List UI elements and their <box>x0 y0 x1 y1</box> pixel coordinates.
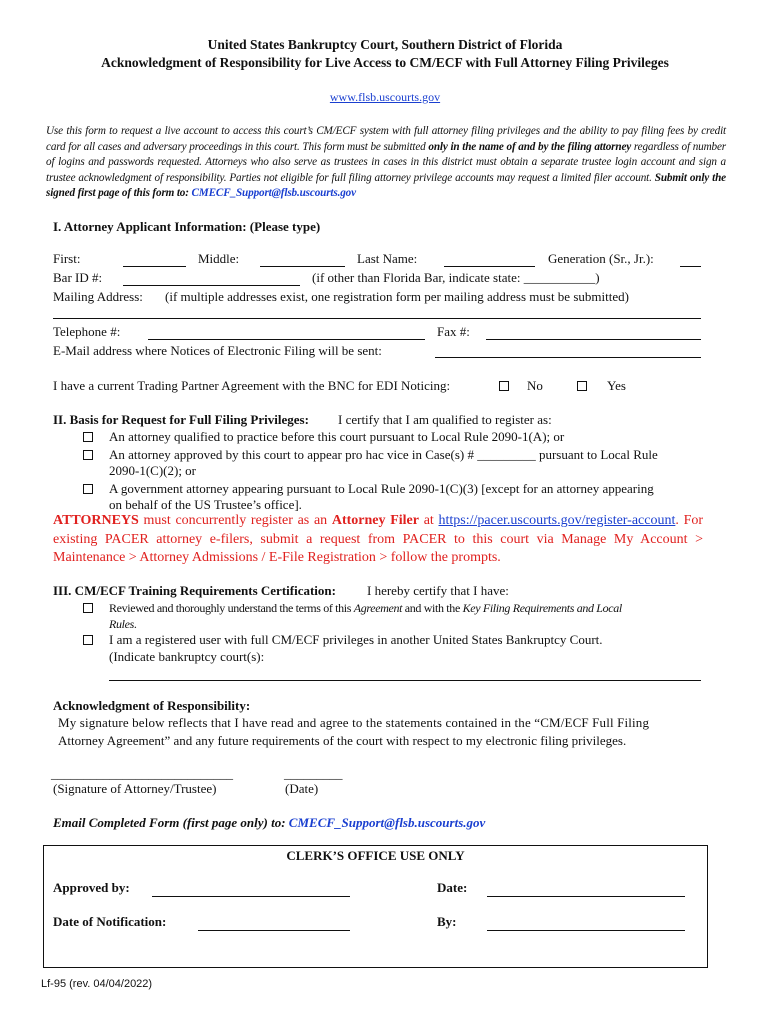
clerk-date-field[interactable] <box>487 896 685 897</box>
clerk-by-label: By: <box>437 914 457 929</box>
tpa-no-checkbox[interactable] <box>499 381 509 391</box>
bankruptcy-courts-label: (Indicate bankruptcy court(s): <box>109 649 265 664</box>
telephone-label: Telephone #: <box>53 324 121 339</box>
registered-user-text: I am a registered user with full CM/ECF privileges in another United States Bankruptcy Court. <box>109 632 603 647</box>
last-name-field[interactable] <box>444 266 535 267</box>
notice-text-1: must concurrently register as an <box>143 513 328 528</box>
notice-text-2: . For existing PACER attorney e-filers, submit a request from PACER to this court via Manage My Account > Maintenance > Attorney Admissions / E-File Registration > follow the prompts. <box>53 513 704 565</box>
notice-attorney-filer: Attorney Filer <box>331 513 419 528</box>
reviewed-terms-rules: Rules <box>109 617 134 631</box>
section1-heading: I. Attorney Applicant Information: (Please type) <box>53 219 321 234</box>
intro-email-link[interactable]: CMECF_Support@flsb.uscourts.gov <box>191 187 356 199</box>
reviewed-terms-agreement: Agreement <box>353 601 403 615</box>
section2-heading: II. Basis for Request for Full Filing Privileges: <box>53 412 309 427</box>
bar-id-field[interactable] <box>123 285 300 286</box>
local-rule-a-checkbox[interactable] <box>83 432 93 442</box>
pacer-register-link[interactable]: https://pacer.uscourts.gov/register-account <box>438 513 676 528</box>
tpa-question: I have a current Trading Partner Agreement with the BNC for EDI Noticing: <box>53 378 451 393</box>
clerk-box-title: CLERK’S OFFICE USE ONLY <box>286 848 465 863</box>
mailing-address-field[interactable] <box>53 318 701 319</box>
acknowledgment-line-1: My signature below reflects that I have read and agree to the statements contained in the “CM/ECF Full Filing <box>58 715 650 730</box>
fax-field[interactable] <box>486 339 701 340</box>
telephone-field[interactable] <box>148 339 425 340</box>
local-rule-a-text: An attorney qualified to practice before this court pursuant to Local Rule 2090-1(A); or <box>109 429 565 444</box>
email-instruction <box>53 815 485 831</box>
notice-at: at <box>423 513 434 528</box>
section3-certify: I hereby certify that I have: <box>367 583 509 598</box>
email-label: E-Mail address where Notices of Electronic Filing will be sent: <box>53 343 382 358</box>
bar-state-note: (if other than Florida Bar, indicate state: ___________) <box>312 270 600 285</box>
pro-hac-vice-checkbox[interactable] <box>83 450 93 460</box>
intro-bold-1: only in the name of and by the filing attorney <box>428 140 632 153</box>
generation-field[interactable] <box>680 266 701 267</box>
tpa-yes-label: Yes <box>607 378 626 393</box>
intro-text-2: regardless of number of logins and passwords requested. Attorneys who also serve as trustees in cases in this district must obtain a separate trustee login account and sign a trustee acknowledgment of responsibility. Parties not eligible for full filing attorney privilege accounts may request a limited filer account. <box>46 140 726 184</box>
clerk-by-field[interactable] <box>487 930 685 931</box>
pro-hac-vice-text-2: 2090-1(C)(2); or <box>109 463 197 478</box>
registered-user-checkbox[interactable] <box>83 635 93 645</box>
clerk-date-label: Date: <box>437 880 468 895</box>
pacer-registration-notice <box>53 512 703 568</box>
approved-by-field[interactable] <box>152 896 350 897</box>
date-of-notification-label: Date of Notification: <box>53 914 167 929</box>
generation-label: Generation (Sr., Jr.): <box>548 251 654 266</box>
mailing-address-note: (if multiple addresses exist, one registration form per mailing address must be submitted) <box>165 289 629 304</box>
email-field[interactable] <box>435 357 701 358</box>
tpa-yes-checkbox[interactable] <box>577 381 587 391</box>
middle-name-field[interactable] <box>260 266 345 267</box>
intro-bold-2: Submit only the signed first page of this form to: <box>46 171 726 199</box>
acknowledgment-heading: Acknowledgment of Responsibility: <box>53 698 251 713</box>
government-attorney-checkbox[interactable] <box>83 484 93 494</box>
pro-hac-vice-text: An attorney approved by this court to appear pro hac vice in Case(s) # _________ pursuant to Local Rule <box>109 447 658 462</box>
title-line-2: Acknowledgment of Responsibility for Live Access to CM/ECF with Full Attorney Filing Privileges <box>101 55 669 70</box>
email-instruction-link[interactable]: CMECF_Support@flsb.uscourts.gov <box>288 815 486 830</box>
signature-label: (Signature of Attorney/Trustee) <box>53 781 217 796</box>
reviewed-terms-checkbox[interactable] <box>83 603 93 613</box>
signature-line[interactable]: ____________________________ <box>51 766 233 781</box>
date-label: (Date) <box>285 781 319 796</box>
form-id-footer: Lf-95 (rev. 04/04/2022) <box>41 978 153 990</box>
first-name-label: First: <box>53 251 81 266</box>
section3-heading: III. CM/ECF Training Requirements Certification: <box>53 583 336 598</box>
date-line[interactable]: _________ <box>284 766 343 781</box>
date-of-notification-field[interactable] <box>198 930 350 931</box>
reviewed-terms-pre: Reviewed and thoroughly understand the terms of this <box>109 601 352 615</box>
fax-label: Fax #: <box>437 324 470 339</box>
reviewed-terms-text: Reviewed and thoroughly understand the terms of this Agreement and with the Key Filing Requirements and Local Rules. <box>109 601 622 631</box>
website-link[interactable]: www.flsb.uscourts.gov <box>329 90 441 104</box>
bankruptcy-courts-field[interactable] <box>109 680 701 681</box>
approved-by-label: Approved by: <box>53 880 130 895</box>
acknowledgment-line-2: Attorney Agreement” and any future requirements of the court with respect to my electronic filing privileges. <box>58 733 627 748</box>
government-attorney-text-2: on behalf of the US Trustee’s office]. <box>109 497 302 512</box>
last-name-label: Last Name: <box>357 251 418 266</box>
intro-text-1: Use this form to request a live account to access this court’s CM/ECF system with full attorney filing privileges and the ability to pay filing fees by credit card for all cases and adversary proceedings in this court. This form must be submitted <box>46 125 726 153</box>
reviewed-terms-mid: and with the <box>404 601 460 615</box>
intro-paragraph <box>46 124 726 202</box>
tpa-no-label: No <box>527 378 543 393</box>
reviewed-terms-key: Key Filing Requirements and Local <box>462 601 622 615</box>
title-line-1: United States Bankruptcy Court, Southern District of Florida <box>207 37 563 52</box>
first-name-field[interactable] <box>123 266 186 267</box>
section2-certify: I certify that I am qualified to register as: <box>338 412 552 427</box>
bar-id-label: Bar ID #: <box>53 270 103 285</box>
email-instruction-lead: Email Completed Form (first page only) to: <box>53 815 286 830</box>
government-attorney-text: A government attorney appearing pursuant to Local Rule 2090-1(C)(3) [except for an attorney appearing <box>109 481 654 496</box>
mailing-address-label: Mailing Address: <box>53 289 143 304</box>
middle-name-label: Middle: <box>198 251 240 266</box>
notice-attorneys: ATTORNEYS <box>53 513 139 528</box>
